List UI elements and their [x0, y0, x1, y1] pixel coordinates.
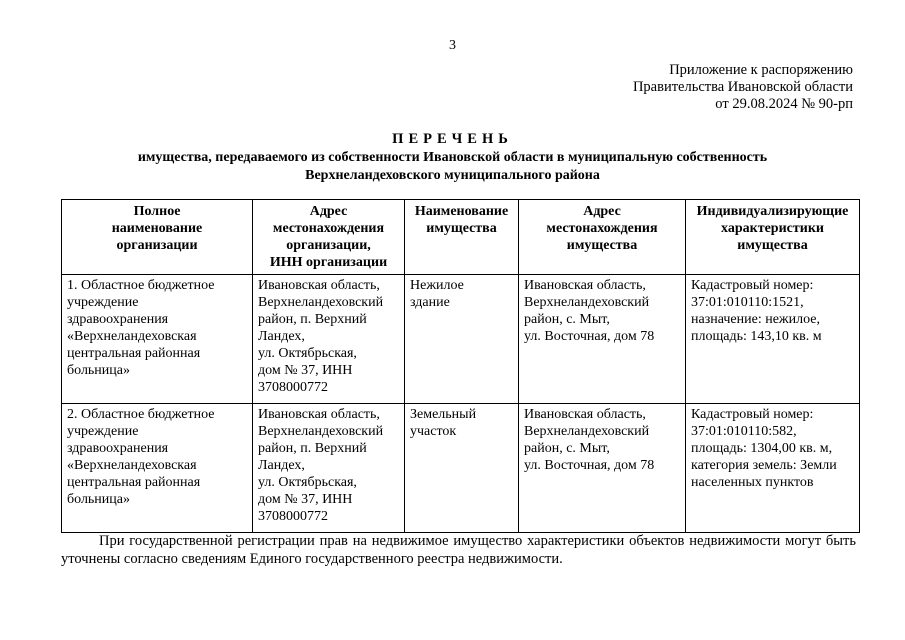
cell-line: здание	[410, 295, 450, 310]
cell-organization	[62, 275, 253, 404]
cell-line: дом № 37, ИНН	[258, 492, 353, 507]
property-list-table	[61, 199, 860, 533]
table-row	[62, 275, 860, 404]
cell-line: Земельный	[410, 407, 477, 422]
cell-line: ИНН организации	[269, 255, 388, 270]
cell-line: район, п. Верхний	[258, 312, 367, 327]
cell-line: Кадастровый номер:	[691, 278, 814, 293]
cell-line: Кадастровый номер:	[691, 407, 814, 422]
cell-line: район, с. Мыт,	[524, 312, 610, 327]
appendix-line-3: от 29.08.2024 № 90-рп	[715, 96, 853, 112]
cell-line: ул. Октябрьская,	[258, 475, 357, 490]
cell-line: местонахождения	[272, 221, 385, 236]
cell-line: район, п. Верхний	[258, 441, 367, 456]
cell-line: площадь: 1304,00 кв. м,	[691, 441, 833, 456]
cell-line: 1. Областное бюджетное	[67, 278, 215, 293]
cell-characteristics	[686, 404, 860, 533]
cell-line: 37:01:010110:1521,	[691, 295, 804, 310]
cell-line: Адрес	[309, 204, 348, 219]
cell-line: Ивановская область,	[258, 407, 380, 422]
cell-line: Полное	[133, 204, 181, 219]
footnote-paragraph: При государственной регистрации прав на недвижимое имущество характеристики объектов недвижимости могут быть уточнены согласно сведениям Единого государственного реестра недвижимости.	[61, 533, 856, 567]
cell-line: ул. Октябрьская,	[258, 346, 357, 361]
cell-line: участок	[410, 424, 457, 439]
cell-line: Наименование	[414, 204, 509, 219]
cell-property-name	[405, 275, 519, 404]
cell-line: имущества	[566, 238, 638, 253]
header-characteristics	[686, 200, 860, 275]
table-row	[62, 404, 860, 533]
appendix-line-1: Приложение к распоряжению	[669, 62, 853, 78]
table-header-row	[62, 200, 860, 275]
cell-line: наименование	[111, 221, 203, 236]
document-subtitle-line-2: Верхнеландеховского муниципального района	[305, 168, 600, 183]
cell-line: дом № 37, ИНН	[258, 363, 353, 378]
cell-line: Адрес	[583, 204, 621, 219]
cell-line: больница»	[67, 363, 130, 378]
cell-line: Ивановская область,	[524, 278, 646, 293]
cell-property-name	[405, 404, 519, 533]
cell-line: здравоохранения	[67, 441, 169, 456]
cell-line: организации	[116, 238, 198, 253]
header-property-address	[519, 200, 686, 275]
cell-line: Индивидуализирующие	[696, 204, 849, 219]
appendix-line-2: Правительства Ивановской области	[632, 79, 853, 95]
cell-line: 2. Областное бюджетное	[67, 407, 215, 422]
cell-line: центральная районная	[67, 475, 201, 490]
cell-property-address	[519, 275, 686, 404]
cell-line: Верхнеландеховский	[524, 295, 650, 310]
cell-line: учреждение	[67, 295, 139, 310]
cell-line: площадь: 143,10 кв. м	[691, 329, 822, 344]
page-number: 3	[449, 38, 456, 53]
title-block	[40, 130, 865, 184]
cell-line: имущества	[737, 238, 808, 253]
cell-organization-address	[253, 275, 405, 404]
cell-line: ул. Восточная, дом 78	[524, 458, 655, 473]
cell-property-address	[519, 404, 686, 533]
document-subtitle-line-1: имущества, передаваемого из собственности Ивановской области в муниципальную собственность	[137, 150, 768, 165]
header-organization-address	[253, 200, 405, 275]
cell-characteristics	[686, 275, 860, 404]
cell-line: ул. Восточная, дом 78	[524, 329, 655, 344]
cell-line: район, с. Мыт,	[524, 441, 610, 456]
cell-line: «Верхнеландеховская	[67, 458, 197, 473]
cell-line: категория земель: Земли	[691, 458, 837, 473]
cell-line: Верхнеландеховский	[258, 424, 384, 439]
cell-line: имущества	[426, 221, 497, 236]
cell-line: назначение: нежилое,	[691, 312, 820, 327]
cell-line: 3708000772	[258, 509, 328, 524]
cell-line: населенных пунктов	[691, 475, 814, 490]
cell-line: больница»	[67, 492, 130, 507]
cell-line: Верхнеландеховский	[524, 424, 650, 439]
cell-line: Ландех,	[258, 458, 305, 473]
cell-line: местонахождения	[546, 221, 658, 236]
cell-line: Ивановская область,	[524, 407, 646, 422]
cell-line: учреждение	[67, 424, 139, 439]
cell-line: Ивановская область,	[258, 278, 380, 293]
cell-organization-address	[253, 404, 405, 533]
document-title: ПЕРЕЧЕНЬ	[392, 131, 513, 147]
cell-line: 3708000772	[258, 380, 328, 395]
header-organization	[62, 200, 253, 275]
appendix-header	[633, 62, 853, 113]
cell-line: Нежилое	[410, 278, 464, 293]
header-property-name	[405, 200, 519, 275]
cell-organization	[62, 404, 253, 533]
cell-line: здравоохранения	[67, 312, 169, 327]
cell-line: «Верхнеландеховская	[67, 329, 197, 344]
cell-line: Ландех,	[258, 329, 305, 344]
cell-line: характеристики	[721, 221, 824, 236]
cell-line: организации,	[286, 238, 371, 253]
cell-line: центральная районная	[67, 346, 201, 361]
cell-line: 37:01:010110:582,	[691, 424, 797, 439]
cell-line: Верхнеландеховский	[258, 295, 384, 310]
